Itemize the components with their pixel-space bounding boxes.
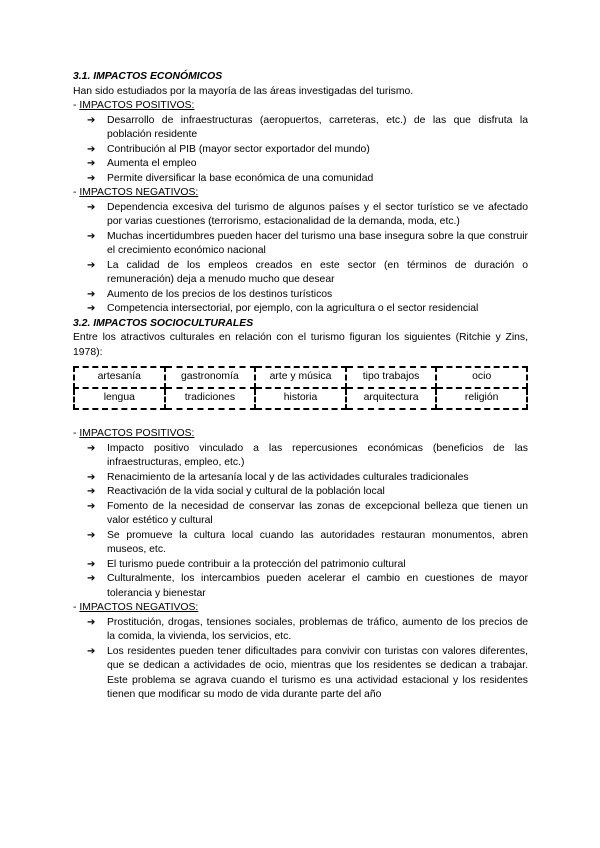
subheading-label: IMPACTOS NEGATIVOS: [79,187,199,198]
list-item [87,157,528,172]
table-cell: gastronomía [165,367,256,388]
arrow-bullet-icon: ➔ [87,442,96,454]
list-item-text: Culturalmente, los intercambios pueden acelerar el cambio en cuestiones de mayor tolerancia y bienestar [107,573,528,599]
list-item-text: Competencia intersectorial, por ejemplo, con la agricultura o el sector residencial [107,303,479,314]
list-item [87,302,528,317]
subheading-prefix: - [73,187,80,198]
list-economic-negative [73,201,528,317]
arrow-bullet-icon: ➔ [87,143,96,155]
list-item [87,230,528,259]
list-item-text: Impacto positivo vinculado a las repercusiones económicas (beneficios de las infraestructuras, empleo, etc.) [107,442,528,468]
arrow-bullet-icon: ➔ [87,230,96,242]
arrow-bullet-icon: ➔ [87,201,96,213]
list-item [87,572,528,601]
list-sociocultural-positive [73,442,528,602]
section-heading-economic: 3.1. IMPACTOS ECONÓMICOS [73,71,223,82]
table-row [74,388,527,409]
arrow-bullet-icon: ➔ [87,645,96,657]
list-item-text: Prostitución, drogas, tensiones sociales, problemas de tráfico, aumento de los precios de la comida, la vivienda, los servicios, etc. [107,616,528,642]
list-item-text: Desarrollo de infraestructuras (aeropuertos, carreteras, etc.) de las que disfruta la población residente [107,114,528,140]
arrow-bullet-icon: ➔ [87,114,96,126]
subheading-sociocultural-negative [73,601,528,616]
list-item [87,471,528,486]
subheading-label: IMPACTOS NEGATIVOS: [79,602,199,613]
list-item-text: Fomento de la necesidad de conservar las zonas de excepcional belleza que tienen un valor estético y cultural [107,500,528,526]
list-item [87,259,528,288]
arrow-bullet-icon: ➔ [87,558,96,570]
arrow-bullet-icon: ➔ [87,471,96,483]
list-item [87,114,528,143]
list-item [87,645,528,703]
list-item-text: Reactivación de la vida social y cultural de la población local [107,486,385,497]
section-intro-sociocultural: Entre los atractivos culturales en relación con el turismo figuran los siguientes (Ritchie y Zins, 1978): [73,332,528,358]
list-item-text: Aumenta el empleo [107,158,197,169]
table-cell: arquitectura [346,388,437,409]
table-cell: religión [436,388,527,409]
list-item [87,485,528,500]
subheading-sociocultural-positive [73,427,528,442]
arrow-bullet-icon: ➔ [87,303,96,314]
list-item-text: Contribución al PIB (mayor sector exportador del mundo) [107,143,370,155]
list-item [87,201,528,230]
list-item [87,558,528,573]
table-cell: arte y música [255,367,346,388]
arrow-bullet-icon: ➔ [87,158,96,169]
list-item-text: La calidad de los empleos creados en este sector (en términos de duración o remuneración) deja a menudo mucho que desear [107,259,528,285]
list-item-text: Dependencia excesiva del turismo de algunos países y el sector turístico se ve afectado por varias cuestiones (terrorismo, estacionalidad de la demanda, moda, etc.) [107,201,528,227]
list-item-text: Se promueve la cultura local cuando las autoridades restauran monumentos, abren museos, etc. [107,529,528,555]
arrow-bullet-icon: ➔ [87,288,96,300]
subheading-prefix: - [73,100,80,111]
arrow-bullet-icon: ➔ [87,486,96,497]
list-item-text: El turismo puede contribuir a la protección del patrimonio cultural [107,558,406,570]
list-item [87,616,528,645]
document-content [73,70,528,703]
list-item [87,500,528,529]
list-item [87,143,528,158]
list-item [87,442,528,471]
list-item-text: Permite diversificar la base económica de una comunidad [107,172,374,184]
section-heading-sociocultural: 3.2. IMPACTOS SOCIOCULTURALES [73,317,254,329]
list-item-text: Los residentes pueden tener dificultades para convivir con turistas con valores diferentes, que se dedican a actividades de ocio, mientras que los residentes se dedican a trabajar. Este problema se agrava cuando el turismo es una actividad estacional y los residentes tienen que modificar su modo de vida durante parte del año [107,645,528,700]
table-cell: lengua [74,388,165,409]
subheading-label: IMPACTOS POSITIVOS: [79,428,195,439]
subheading-label: IMPACTOS POSITIVOS: [79,100,195,111]
list-economic-positive [73,114,528,187]
table-cell: ocio [436,367,527,388]
table-cell: tradiciones [165,388,256,409]
subheading-economic-negative [73,186,528,201]
list-item-text: Aumento de los precios de los destinos turísticos [107,288,333,300]
arrow-bullet-icon: ➔ [87,259,96,271]
list-sociocultural-negative [73,616,528,703]
arrow-bullet-icon: ➔ [87,616,96,628]
table-cell: tipo trabajos [346,367,437,388]
arrow-bullet-icon: ➔ [87,529,96,541]
subheading-economic-positive [73,99,528,114]
list-item [87,172,528,187]
subheading-prefix: - [73,428,80,439]
table-cell: artesanía [74,367,165,388]
cultural-attractions-table [73,366,528,410]
list-item-text: Renacimiento de la artesanía local y de las actividades culturales tradicionales [107,471,469,483]
table-row [74,367,527,388]
list-item-text: Muchas incertidumbres pueden hacer del turismo una base insegura sobre la que construir el crecimiento económico nacional [107,230,528,256]
list-item [87,529,528,558]
arrow-bullet-icon: ➔ [87,573,96,584]
arrow-bullet-icon: ➔ [87,500,96,512]
section-intro-economic: Han sido estudiados por la mayoría de las áreas investigadas del turismo. [73,85,414,97]
table-cell: historia [255,388,346,409]
arrow-bullet-icon: ➔ [87,172,96,184]
list-item [87,288,528,303]
subheading-prefix: - [73,602,80,613]
